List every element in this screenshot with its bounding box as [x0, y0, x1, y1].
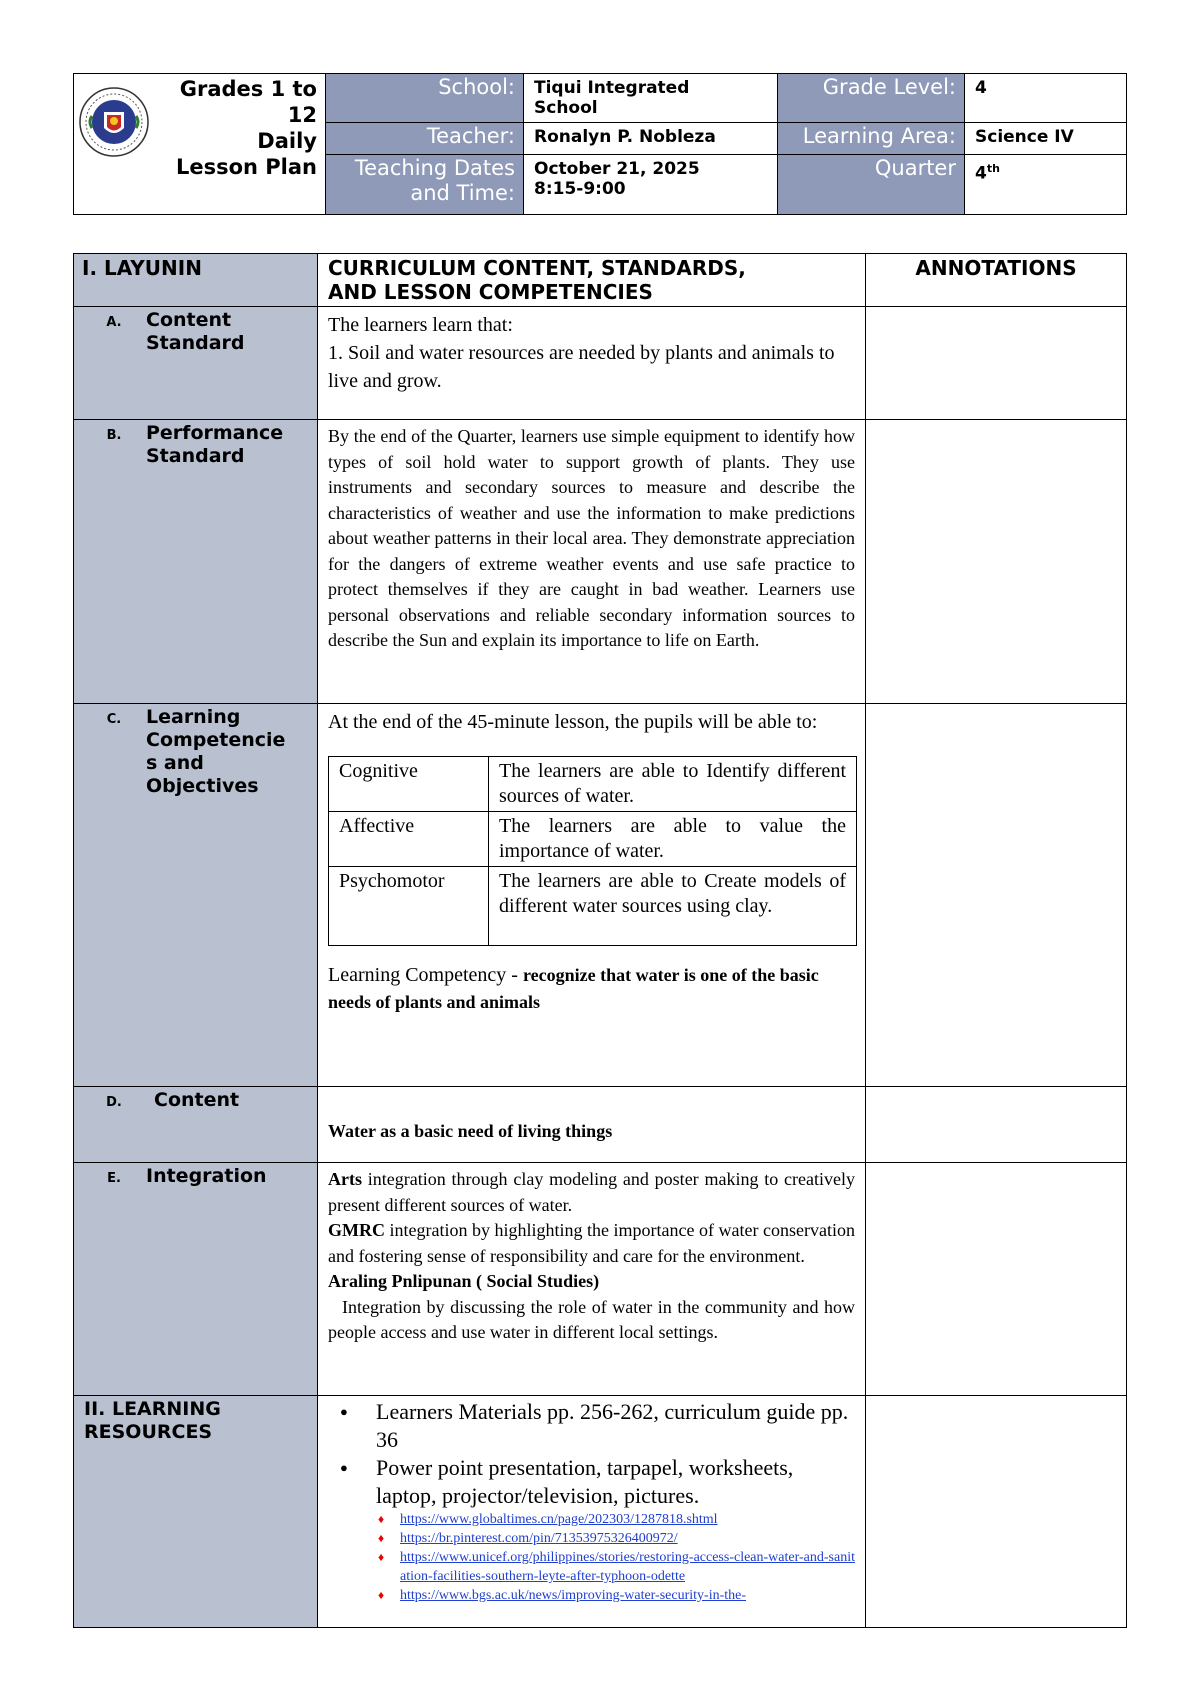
col2-header-line1: CURRICULUM CONTENT, STANDARDS, — [328, 256, 746, 280]
grades-line2: 12 — [287, 103, 317, 127]
date-value: October 21, 2025 — [534, 159, 700, 179]
learning-competency — [328, 962, 855, 1016]
logo-cell — [74, 74, 326, 215]
col2-header — [318, 254, 866, 307]
a-label-line1: Content — [146, 309, 232, 331]
c-label-line1: Learning — [146, 706, 241, 728]
row-learning-competencies — [74, 704, 1127, 1087]
objective-row — [329, 867, 857, 946]
list-item — [400, 1529, 855, 1548]
reference-link[interactable]: https://www.globaltimes.cn/page/202303/1287818.shtml — [400, 1512, 718, 1527]
form-title — [176, 76, 317, 180]
learning-area-value: Science IV — [965, 123, 1127, 155]
objective-domain: Affective — [329, 812, 489, 867]
row-integration — [74, 1163, 1127, 1396]
arts-title: Arts — [328, 1169, 362, 1189]
list-item: ● Power point presentation, tarpapel, worksheets, laptop, projector/television, pictures. — [376, 1454, 855, 1510]
gmrc-integration — [328, 1218, 855, 1269]
competency-text: recognize that water is one of the basic needs of plants and animals — [328, 965, 819, 1012]
item-letter-c: C. — [106, 712, 122, 727]
a-text-line2: 1. Soil and water resources are needed by plants and animals to live and grow. — [328, 342, 835, 392]
annotation-cell-b — [866, 420, 1127, 704]
list-item — [400, 1586, 855, 1605]
learning-resources-text — [318, 1396, 866, 1628]
objective-text: The learners are able to Create models of different water sources using clay. — [489, 867, 857, 946]
c-label-line2: Competencie — [146, 729, 286, 751]
objective-domain: Cognitive — [329, 757, 489, 812]
col2-header-line2: AND LESSON COMPETENCIES — [328, 280, 653, 304]
quarter-number: 4 — [975, 163, 987, 184]
col3-header — [866, 254, 1127, 307]
item-letter-d: D. — [106, 1095, 122, 1110]
objective-row — [329, 757, 857, 812]
row-content — [74, 1087, 1127, 1163]
teacher-label: Teacher: — [326, 123, 524, 155]
objectives-intro: At the end of the 45-minute lesson, the pupils will be able to: — [328, 711, 818, 733]
time-value: 8:15-9:00 — [534, 179, 626, 199]
b-label-line1: Performance — [146, 422, 284, 444]
performance-standard-text: By the end of the Quarter, learners use simple equipment to identify how types of soil hold water to support growth of plants. They use instruments and secondary sources to measure and describe the characteristics of weather and use the information to make predictions about weather patterns in their local area. They demonstrate appreciation for the dangers of extreme weather events and use safe practice to protect themselves if they are caught in bad weather. Learners use personal observations and reliable secondary information sources to describe the Sun and explain its importance to life on Earth. — [318, 420, 866, 704]
content-standard-text — [318, 307, 866, 420]
annotation-cell-c — [866, 704, 1127, 1087]
e-label: Integration — [146, 1165, 267, 1187]
quarter-suffix: th — [986, 162, 1000, 175]
a-label-line2: Standard — [146, 332, 245, 354]
teacher-value: Ronalyn P. Nobleza — [524, 123, 778, 155]
resources-list — [328, 1398, 855, 1510]
learning-area-label: Learning Area: — [778, 123, 965, 155]
performance-standard-label — [74, 420, 318, 704]
learning-resources-label — [74, 1396, 318, 1628]
item-letter-a: A. — [106, 315, 122, 330]
d-label: Content — [154, 1089, 240, 1111]
learning-competencies-text — [318, 704, 866, 1087]
b-label-line2: Standard — [146, 445, 245, 467]
annotation-cell-d — [866, 1087, 1127, 1163]
row-performance-standard — [74, 420, 1127, 704]
grade-level-value: 4 — [965, 74, 1127, 123]
integration-text — [318, 1163, 866, 1396]
dates-label-line2: and Time: — [410, 181, 515, 205]
col1-header: I. LAYUNIN — [74, 254, 318, 307]
content-label — [74, 1087, 318, 1163]
grades-line4: Lesson Plan — [175, 155, 317, 179]
dates-label-line1: Teaching Dates — [354, 156, 515, 180]
objective-text: The learners are able to value the importance of water. — [489, 812, 857, 867]
annotation-cell-ii — [866, 1396, 1127, 1628]
arts-integration — [328, 1167, 855, 1218]
lesson-plan-table — [73, 253, 1127, 1628]
table-header-row — [74, 254, 1127, 307]
grades-line3: Daily — [257, 129, 317, 153]
quarter-value — [965, 155, 1127, 215]
ii-label-line2: RESOURCES — [84, 1421, 213, 1443]
row-learning-resources — [74, 1396, 1127, 1628]
school-value-line1: Tiqui Integrated — [534, 78, 690, 98]
reference-link[interactable]: https://www.unicef.org/philippines/stories/restoring-access-clean-water-and-sanitation-facilities-southern-leyte-after-typhoon-odette — [400, 1550, 855, 1584]
teaching-dates-value — [524, 155, 778, 215]
row-content-standard — [74, 307, 1127, 420]
grade-level-label: Grade Level: — [778, 74, 965, 123]
list-item: ● Learners Materials pp. 256-262, curriculum guide pp. 36 — [376, 1398, 855, 1454]
quarter-label: Quarter — [778, 155, 965, 215]
grades-line1: Grades 1 to — [179, 77, 317, 101]
reference-links — [328, 1510, 855, 1605]
a-text-line1: The learners learn that: — [328, 314, 513, 336]
c-label-line4: Objectives — [146, 775, 259, 797]
ap-integration-title — [328, 1269, 855, 1295]
content-text — [318, 1087, 866, 1163]
school-value-line2: School — [534, 98, 598, 118]
c-label-line3: s and — [146, 752, 204, 774]
reference-link[interactable]: https://br.pinterest.com/pin/71353975326400972/ — [400, 1531, 678, 1546]
arts-text: integration through clay modeling and poster making to creatively present different sources of water. — [328, 1169, 855, 1215]
content-standard-label — [74, 307, 318, 420]
gmrc-title: GMRC — [328, 1220, 385, 1240]
teaching-dates-label — [326, 155, 524, 215]
ii-label-line1: II. LEARNING — [84, 1398, 221, 1420]
objective-row — [329, 812, 857, 867]
objective-text: The learners are able to Identify different sources of water. — [489, 757, 857, 812]
reference-link[interactable]: https://www.bgs.ac.uk/news/improving-water-security-in-the- — [400, 1588, 747, 1603]
item-letter-e: E. — [107, 1171, 121, 1186]
header-table — [73, 73, 1127, 215]
gmrc-text: integration by highlighting the importance of water conservation and fostering sense of responsibility and care for the environment. — [328, 1220, 855, 1266]
ap-text: Integration by discussing the role of water in the community and how people access and use water in different local settings. — [328, 1296, 855, 1342]
annotation-cell-e — [866, 1163, 1127, 1396]
list-item — [400, 1510, 855, 1529]
annotation-cell-a — [866, 307, 1127, 420]
objective-domain: Psychomotor — [329, 867, 489, 946]
annotations-header: ANNOTATIONS — [915, 256, 1077, 280]
item-letter-b: B. — [106, 428, 122, 443]
competency-prefix: Learning Competency - — [328, 964, 523, 986]
school-label: School: — [326, 74, 524, 123]
content-topic: Water as a basic need of living things — [328, 1120, 613, 1141]
deped-seal-logo — [78, 86, 150, 158]
school-value — [524, 74, 778, 123]
integration-label — [74, 1163, 318, 1396]
learning-competencies-label — [74, 704, 318, 1087]
list-item — [400, 1548, 855, 1586]
ap-title: Araling Pnlipunan ( Social Studies) — [328, 1271, 600, 1291]
objectives-table — [328, 756, 857, 946]
